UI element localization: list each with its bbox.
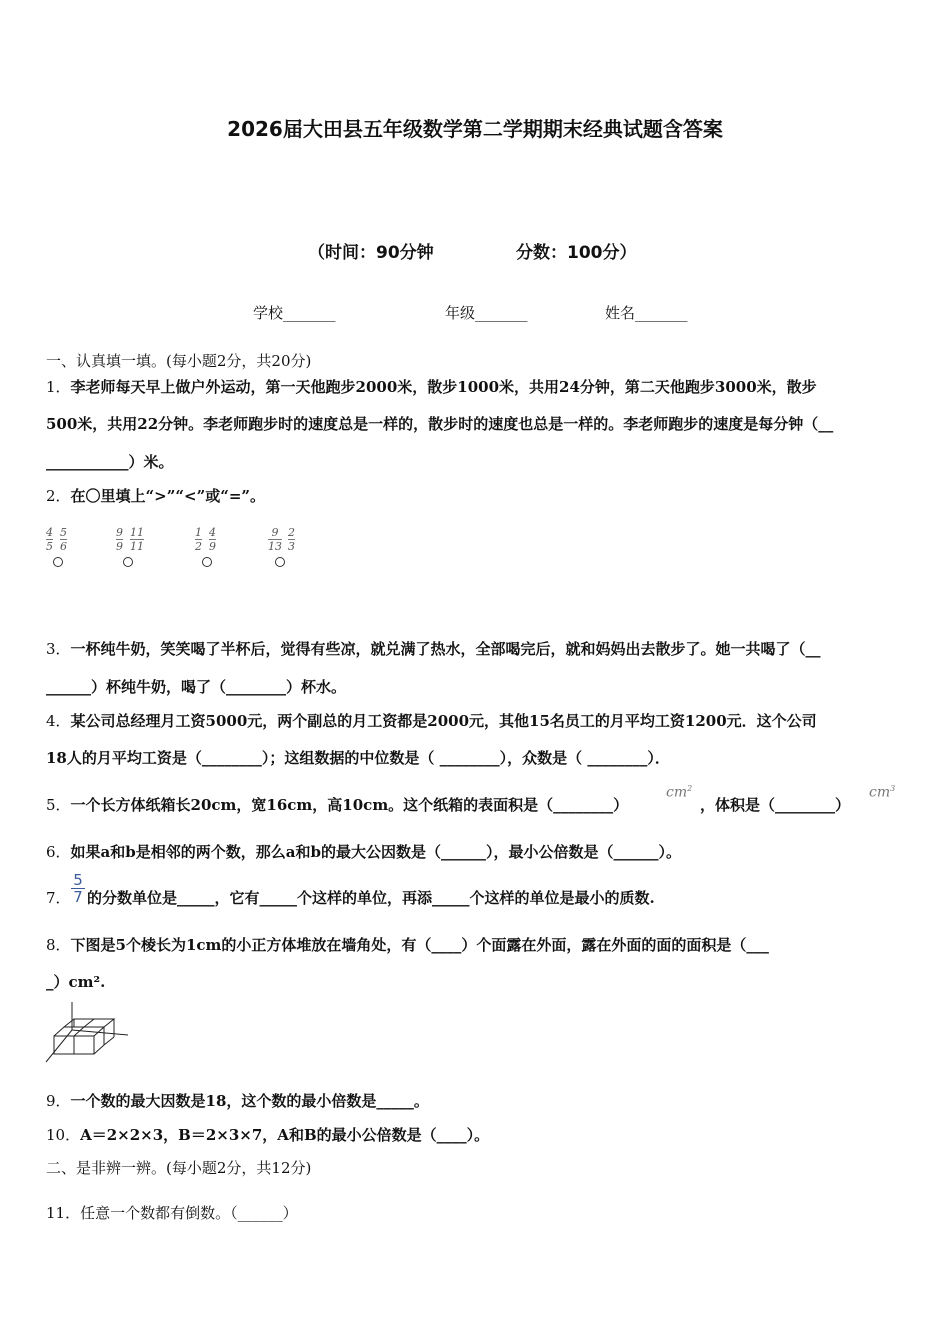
question-2 bbox=[46, 485, 265, 506]
question-number: 6． bbox=[46, 843, 71, 861]
question-text: 下图是5个棱长为1cm的小正方体堆放在墙角处，有（____）个面露在外面，露在外面的面的面积是（___ bbox=[70, 936, 769, 954]
question-number: 4． bbox=[46, 712, 71, 730]
question-number: 5． bbox=[46, 796, 71, 814]
question-5-volume: ，体积是（________） bbox=[700, 796, 851, 814]
question-6 bbox=[46, 841, 681, 862]
comparison-circle[interactable] bbox=[123, 557, 133, 567]
question-1-line-3: ___________）米。 bbox=[46, 453, 174, 471]
fraction-five-sevenths: 5 7 bbox=[71, 872, 85, 905]
question-4 bbox=[46, 710, 817, 731]
page-title: 2026届大田县五年级数学第二学期期末经典试题含答案 bbox=[227, 117, 723, 141]
question-text: A＝2×2×3，B＝2×3×7，A和B的最小公倍数是（____）。 bbox=[80, 1126, 490, 1144]
question-3 bbox=[46, 638, 821, 659]
exam-score: 分数：100分） bbox=[516, 243, 637, 263]
question-text: 李老师每天早上做户外运动，第一天他跑步2000米，散步1000米，共用24分钟，第二天他跑步3000米，散步 bbox=[70, 378, 817, 396]
question-8-line-2: _）cm². bbox=[46, 973, 106, 991]
question-7: 的分数单位是_____，它有_____个这样的单位，再添_____个这样的单位是最小的质数. bbox=[87, 889, 655, 907]
question-5 bbox=[46, 794, 628, 815]
section-1-heading: 一、认真填一填。(每小题2分，共20分) bbox=[46, 352, 312, 370]
question-1 bbox=[46, 376, 817, 397]
question-10 bbox=[46, 1124, 489, 1145]
question-text: 一个数的最大因数是18，这个数的最小倍数是_____。 bbox=[70, 1092, 429, 1110]
question-number-7: 7． bbox=[46, 889, 71, 907]
question-text: 一杯纯牛奶，笑笑喝了半杯后，觉得有些凉，就兑满了热水，全部喝完后，就和妈妈出去散步了。她一共喝了（__ bbox=[70, 640, 821, 658]
question-number: 9． bbox=[46, 1092, 71, 1110]
school-field: 学校_______ bbox=[253, 304, 336, 322]
question-9 bbox=[46, 1090, 429, 1111]
question-text: 任意一个数都有倒数。（______） bbox=[80, 1204, 298, 1222]
question-1-line-2: 500米，共用22分钟。李老师跑步时的速度总是一样的，散步时的速度也总是一样的。李老师跑步的速度是每分钟（__ bbox=[46, 415, 834, 433]
grade-field: 年级_______ bbox=[445, 304, 528, 322]
exam-time: （时间：90分钟 bbox=[308, 243, 434, 263]
fraction-right: $\frac{4}{9}$ bbox=[209, 526, 216, 553]
question-4-line-2: 18人的月平均工资是（________）；这组数据的中位数是（ ________），众数是（ ________）． bbox=[46, 749, 670, 767]
fraction-right: $\frac{11}{11}$ bbox=[130, 526, 144, 553]
question-3-line-2: ______）杯纯牛奶，喝了（________）杯水。 bbox=[46, 678, 347, 696]
fraction-right: $\frac{5}{6}$ bbox=[60, 526, 67, 553]
question-text: 如果a和b是相邻的两个数，那么a和b的最大公因数是（______），最小公倍数是（______）。 bbox=[70, 843, 681, 861]
question-number: 1． bbox=[46, 378, 71, 396]
fraction-left: $\frac{1}{2}$ bbox=[195, 526, 202, 553]
fraction-right: $\frac{2}{3}$ bbox=[288, 526, 295, 553]
comparison-circle[interactable] bbox=[53, 557, 63, 567]
fraction-left: $\frac{9}{13}$ bbox=[268, 526, 282, 553]
question-text: 某公司总经理月工资5000元，两个副总的月工资都是2000元，其他15名员工的月平均工资1200元．这个公司 bbox=[70, 712, 817, 730]
unit-cm3: $cm^3$ bbox=[869, 784, 896, 801]
question-number: 3． bbox=[46, 640, 71, 658]
fraction-left: $\frac{9}{9}$ bbox=[116, 526, 123, 553]
cube-stack-figure bbox=[44, 1000, 134, 1065]
section-2-heading: 二、是非辨一辨。(每小题2分，共12分) bbox=[46, 1159, 312, 1177]
question-text: 在〇里填上“>”“<”或“=”。 bbox=[70, 487, 266, 505]
comparison-circle[interactable] bbox=[202, 557, 212, 567]
question-number: 8． bbox=[46, 936, 71, 954]
question-number: 2． bbox=[46, 487, 71, 505]
question-text: 一个长方体纸箱长20cm，宽16cm，高10cm。这个纸箱的表面积是（________） bbox=[70, 796, 629, 814]
question-number: 11． bbox=[46, 1204, 81, 1222]
question-number: 10． bbox=[46, 1126, 81, 1144]
question-11 bbox=[46, 1202, 298, 1223]
question-8 bbox=[46, 934, 769, 955]
fraction-left: $\frac{4}{5}$ bbox=[46, 526, 53, 553]
comparison-circle[interactable] bbox=[275, 557, 285, 567]
name-field: 姓名_______ bbox=[605, 304, 688, 322]
unit-cm2: $cm^2$ bbox=[666, 784, 693, 801]
